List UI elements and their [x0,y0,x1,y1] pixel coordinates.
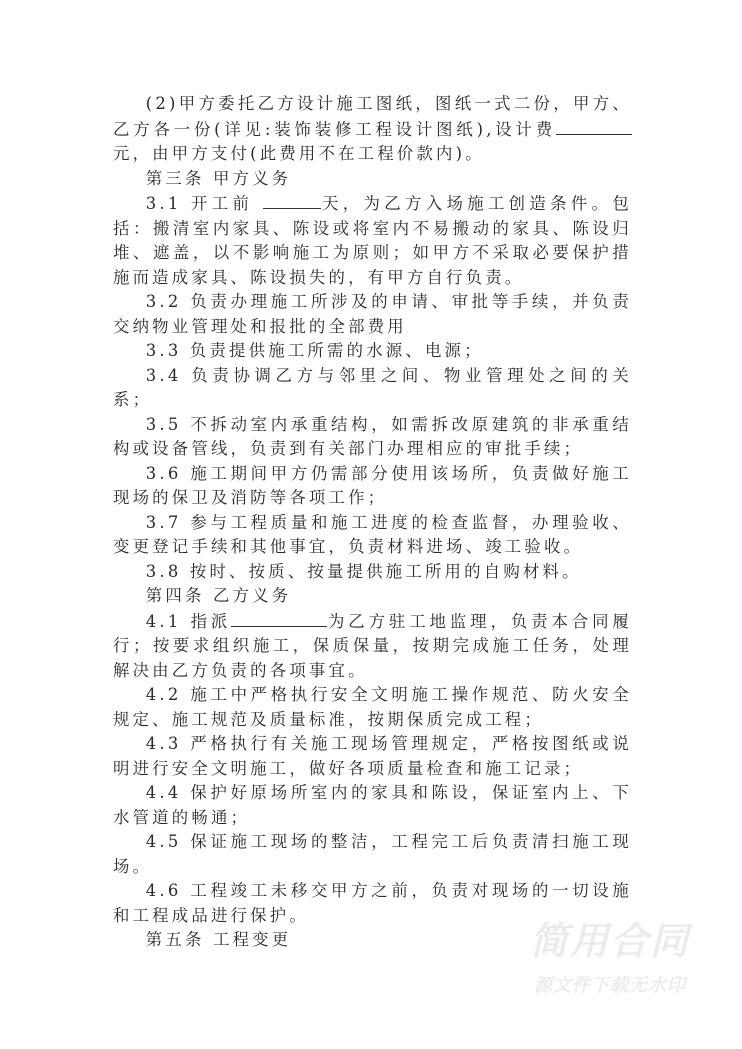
watermark-title: 简用合同 [529,919,690,963]
paragraph-text: 4.1 指派 [145,611,232,631]
paragraph-text: 天，为乙方入场施工创造条件。包括：搬清室内家具、陈设或将室内不易搬动的家具、陈设归堆、遮盖，以不影响施工为原则；如甲方不采取必要保护措施而造成家具、陈设损失的，有甲方自行负责。 [113,194,632,287]
article-5-heading: 第五条 工程变更 [145,930,292,949]
days-before-start-blank[interactable] [263,191,321,209]
article-3-heading: 第三条 甲方义务 [145,168,292,188]
site-supervisor-blank[interactable] [231,609,327,627]
paragraph-4-2: 4.2 施工中严格执行安全文明施工操作规范、防火安全规定、施工规范及质量标准，按期保质完成工程； [113,685,632,729]
watermark-subtitle: 源文件下载无水印 [534,975,686,996]
paragraph-text: 为乙方驻工地监理，负责本合同履行；按要求组织施工，保质保量，按期完成施工任务，处理解决由乙方负责的各项事宜。 [113,611,632,680]
watermark [510,918,710,1000]
paragraph-3-4: 3.4 负责协调乙方与邻里之间、物业管理处之间的关系； [113,365,632,409]
paragraph-3-1 [113,191,632,290]
paragraph-4-4: 4.4 保护好原场所室内的家具和陈设，保证室内上、下水管道的畅通； [113,783,632,827]
paragraph-text: 3.1 开工前 [145,194,263,213]
paragraph-text: 元，由甲方支付(此费用不在工程价款内)。 [113,144,485,163]
paragraph-4-1 [113,609,632,684]
paragraph-3-5: 3.5 不拆动室内承重结构，如需拆改原建筑的非承重结构或设备管线，负责到有关部门办理相应的审批手续； [113,414,632,458]
paragraph-text: (2)甲方委托乙方设计施工图纸，图纸一式二份，甲方、乙方各一份(详见:装饰装修工程设计图纸),设计费 [113,94,632,139]
paragraph-4-6: 4.6 工程竣工未移交甲方之前，负责对现场的一切设施和工程成品进行保护。 [113,881,632,925]
paragraph-3-7: 3.7 参与工程质量和施工进度的检查监督，办理验收、变更登记手续和其他事宜，负责材料进场、竣工验收。 [113,512,632,556]
paragraph-3-2: 3.2 负责办理施工所涉及的申请、审批等手续，并负责交纳物业管理处和报批的全部费用 [113,292,632,336]
document-body [113,92,632,953]
paragraph-design-fee [113,92,632,167]
paragraph-3-8: 3.8 按时、按质、按量提供施工所用的自购材料。 [145,561,582,581]
paragraph-4-3: 4.3 严格执行有关施工现场管理规定，严格按图纸或说明进行安全文明施工，做好各项质量检查和施工记录； [113,734,632,778]
article-4-heading: 第四条 乙方义务 [145,586,292,605]
paragraph-3-6: 3.6 施工期间甲方仍需部分使用该场所，负责做好施工现场的保卫及消防等各项工作； [113,463,632,507]
paragraph-3-3: 3.3 负责提供施工所需的水源、电源； [145,341,484,360]
paragraph-4-5: 4.5 保证施工现场的整洁，工程完工后负责清扫施工现场。 [113,832,632,876]
design-fee-blank[interactable] [556,117,632,135]
